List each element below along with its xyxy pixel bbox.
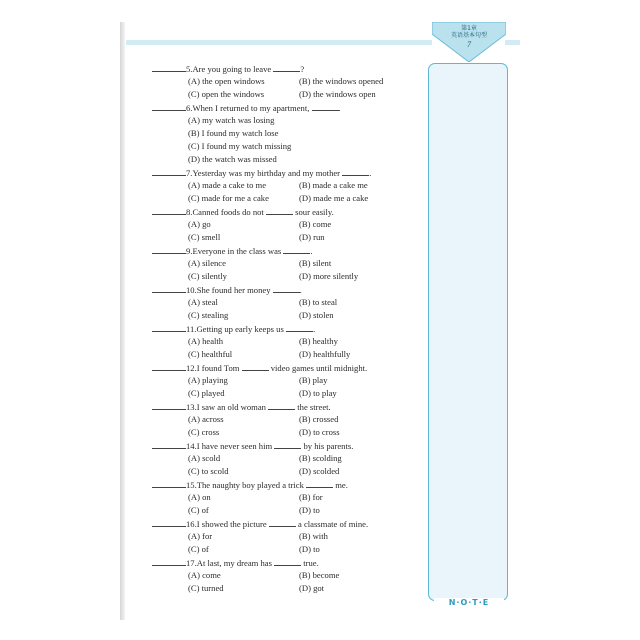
answer-option[interactable]: (D) to cross xyxy=(299,427,340,437)
inline-blank xyxy=(274,439,301,449)
question-item xyxy=(152,478,422,517)
answer-option[interactable]: (B) the windows opened xyxy=(299,76,384,86)
answer-blank[interactable] xyxy=(152,205,186,215)
question-number: 7. xyxy=(186,168,193,178)
option-row xyxy=(152,309,422,322)
answer-option[interactable]: (C) of xyxy=(188,505,209,515)
answer-option[interactable]: (D) the watch was missed xyxy=(188,154,277,164)
inline-blank xyxy=(306,478,333,488)
answer-blank[interactable] xyxy=(152,62,186,72)
answer-option[interactable]: (A) scold xyxy=(188,453,221,463)
option-row xyxy=(152,569,422,582)
answer-option[interactable]: (A) on xyxy=(188,492,211,502)
answer-option[interactable]: (B) become xyxy=(299,570,340,580)
answer-blank[interactable] xyxy=(152,361,186,371)
question-text-end: video games until midnight. xyxy=(268,363,368,373)
question-text-end: the street. xyxy=(295,402,331,412)
answer-option[interactable]: (D) healthfully xyxy=(299,349,351,359)
answer-blank[interactable] xyxy=(152,400,186,410)
question-text: Canned foods do not xyxy=(192,207,266,217)
question-stem xyxy=(152,556,422,569)
question-text: I showed the picture xyxy=(196,519,269,529)
question-text-end: a classmate of mine. xyxy=(295,519,369,529)
header-band xyxy=(126,40,432,45)
question-number: 14. xyxy=(186,441,197,451)
question-item xyxy=(152,283,422,322)
option-row xyxy=(152,192,422,205)
question-text-end: ? xyxy=(300,64,305,74)
question-number: 11. xyxy=(186,324,197,334)
answer-option[interactable]: (B) silent xyxy=(299,258,332,268)
option-row xyxy=(152,296,422,309)
answer-option[interactable]: (B) for xyxy=(299,492,323,502)
question-stem xyxy=(152,101,422,114)
answer-option[interactable]: (D) to xyxy=(299,505,320,515)
question-text-end: . xyxy=(310,246,313,256)
answer-option[interactable]: (D) got xyxy=(299,583,325,593)
option-row xyxy=(152,179,422,192)
answer-option[interactable]: (C) stealing xyxy=(188,310,229,320)
answer-option[interactable]: (B) made a cake me xyxy=(299,180,368,190)
question-number: 10. xyxy=(186,285,197,295)
answer-blank[interactable] xyxy=(152,283,186,293)
question-text: I have never seen him xyxy=(196,441,275,451)
option-row xyxy=(152,270,422,283)
question-text: The naughty boy played a trick xyxy=(196,480,307,490)
answer-option[interactable]: (A) playing xyxy=(188,375,228,385)
question-stem xyxy=(152,244,422,257)
answer-option[interactable]: (C) to scold xyxy=(188,466,229,476)
option-row xyxy=(152,335,422,348)
option-row xyxy=(152,413,422,426)
inline-blank xyxy=(268,400,295,410)
question-item xyxy=(152,62,422,101)
inline-blank xyxy=(273,283,300,293)
chapter-subtitle: 英语基本句型 xyxy=(450,32,487,39)
answer-blank[interactable] xyxy=(152,439,186,449)
answer-option[interactable]: (C) turned xyxy=(188,583,224,593)
question-stem xyxy=(152,205,422,218)
inline-blank xyxy=(342,166,372,178)
question-text: Are you going to leave xyxy=(192,64,274,74)
answer-option[interactable]: (C) of xyxy=(188,544,209,554)
option-row xyxy=(152,231,422,244)
question-number: 5. xyxy=(186,64,193,74)
answer-option[interactable]: (B) I found my watch lose xyxy=(188,128,279,138)
question-stem xyxy=(152,361,422,374)
answer-option[interactable]: (B) to steal xyxy=(299,297,338,307)
question-stem xyxy=(152,517,422,530)
question-stem xyxy=(152,166,422,179)
answer-option[interactable]: (C) smell xyxy=(188,232,221,242)
inline-blank xyxy=(283,244,313,256)
answer-blank[interactable] xyxy=(152,101,186,111)
question-stem xyxy=(152,62,422,75)
answer-option[interactable]: (A) steal xyxy=(188,297,218,307)
question-item xyxy=(152,322,422,361)
option-row xyxy=(152,530,422,543)
question-text: At last, my dream has xyxy=(196,558,275,568)
answer-option[interactable]: (A) go xyxy=(188,219,211,229)
answer-option[interactable]: (A) for xyxy=(188,531,213,541)
chapter-tab xyxy=(432,22,506,62)
option-row xyxy=(152,543,422,556)
question-item xyxy=(152,400,422,439)
answer-option[interactable]: (C) open the windows xyxy=(188,89,265,99)
question-text: I found Tom xyxy=(196,363,242,373)
answer-option[interactable]: (D) more silently xyxy=(299,271,359,281)
answer-option[interactable]: (D) run xyxy=(299,232,325,242)
option-row xyxy=(152,257,422,270)
answer-blank[interactable] xyxy=(152,556,186,566)
answer-option[interactable]: (D) stolen xyxy=(299,310,334,320)
answer-option[interactable]: (B) scolding xyxy=(299,453,342,463)
question-text-end: true. xyxy=(301,558,319,568)
inline-blank xyxy=(274,556,301,566)
question-item xyxy=(152,166,422,205)
answer-option[interactable]: (C) I found my watch missing xyxy=(188,141,292,151)
answer-option[interactable]: (B) healthy xyxy=(299,336,338,346)
question-item xyxy=(152,101,422,166)
answer-option[interactable]: (C) silently xyxy=(188,271,227,281)
chapter-tab-title xyxy=(432,25,506,39)
option-row xyxy=(152,374,422,387)
page-fold xyxy=(120,22,125,620)
option-row xyxy=(152,582,422,595)
answer-option[interactable]: (D) scolded xyxy=(299,466,340,476)
question-text: Yesterday was my birthday and my mother xyxy=(192,168,343,178)
question-text: Everyone in the class was xyxy=(192,246,284,256)
question-stem xyxy=(152,439,422,452)
option-row xyxy=(152,218,422,231)
option-row xyxy=(152,452,422,465)
question-item xyxy=(152,244,422,283)
question-number: 8. xyxy=(186,207,193,217)
question-stem xyxy=(152,283,422,296)
question-text: When I returned to my apartment, xyxy=(192,103,312,113)
inline-blank xyxy=(273,62,300,72)
question-item xyxy=(152,205,422,244)
option-row xyxy=(152,75,422,88)
question-number: 6. xyxy=(186,103,193,113)
answer-option[interactable]: (A) silence xyxy=(188,258,226,268)
question-text-end: . xyxy=(299,285,302,295)
answer-blank[interactable] xyxy=(152,166,186,176)
answer-option[interactable]: (C) made for me a cake xyxy=(188,193,269,203)
answer-blank[interactable] xyxy=(152,244,186,254)
inline-blank xyxy=(266,205,293,215)
question-number: 9. xyxy=(186,246,193,256)
option-row xyxy=(152,88,422,101)
note-label: N·O·T·E xyxy=(434,598,504,607)
inline-blank xyxy=(286,322,316,334)
question-number: 13. xyxy=(186,402,197,412)
answer-option[interactable]: (A) come xyxy=(188,570,221,580)
answer-option[interactable]: (B) with xyxy=(299,531,328,541)
question-text-end: sour easily. xyxy=(292,207,334,217)
header-band-right xyxy=(505,40,520,45)
option-row xyxy=(152,348,422,361)
answer-option[interactable]: (C) cross xyxy=(188,427,220,437)
answer-option[interactable]: (B) play xyxy=(299,375,328,385)
answer-option[interactable]: (B) crossed xyxy=(299,414,339,424)
inline-blank xyxy=(242,361,269,371)
question-text-end: . xyxy=(369,168,372,178)
question-item xyxy=(152,556,422,595)
answer-option[interactable]: (C) healthful xyxy=(188,349,233,359)
chapter-label: 第1章 xyxy=(461,25,477,32)
question-text-end: . xyxy=(312,324,316,334)
question-text: Getting up early keeps us xyxy=(196,324,286,334)
notes-panel xyxy=(428,63,508,601)
answer-blank[interactable] xyxy=(152,517,186,527)
question-stem xyxy=(152,478,422,491)
inline-blank xyxy=(269,517,296,527)
question-item xyxy=(152,361,422,400)
question-text-end: me. xyxy=(333,480,348,490)
answer-option[interactable]: (D) the windows open xyxy=(299,89,376,99)
question-text: She found her money xyxy=(196,285,273,295)
page-number: 7 xyxy=(467,40,471,49)
answer-blank[interactable] xyxy=(152,478,186,488)
option-row xyxy=(152,504,422,517)
inline-blank xyxy=(312,101,339,111)
answer-blank[interactable] xyxy=(152,322,186,332)
question-item xyxy=(152,517,422,556)
question-stem xyxy=(152,322,422,335)
question-number: 16. xyxy=(186,519,197,529)
answer-option[interactable]: (D) to play xyxy=(299,388,337,398)
answer-option[interactable]: (A) across xyxy=(188,414,224,424)
question-text-end: . xyxy=(338,103,341,113)
answer-option[interactable]: (D) to xyxy=(299,544,320,554)
question-item xyxy=(152,439,422,478)
question-number: 17. xyxy=(186,558,197,568)
question-stem xyxy=(152,400,422,413)
answer-option[interactable]: (A) my watch was losing xyxy=(188,115,275,125)
answer-option[interactable]: (C) played xyxy=(188,388,225,398)
question-number: 15. xyxy=(186,480,197,490)
answer-option[interactable]: (A) health xyxy=(188,336,224,346)
option-row xyxy=(152,387,422,400)
question-text: I saw an old woman xyxy=(196,402,269,412)
option-row xyxy=(152,426,422,439)
answer-option[interactable]: (A) the open windows xyxy=(188,76,265,86)
answer-option[interactable]: (B) come xyxy=(299,219,332,229)
option-row xyxy=(152,465,422,478)
question-text-end: by his parents. xyxy=(301,441,354,451)
answer-option[interactable]: (A) made a cake to me xyxy=(188,180,267,190)
question-number: 12. xyxy=(186,363,197,373)
answer-option[interactable]: (D) made me a cake xyxy=(299,193,369,203)
option-row xyxy=(152,491,422,504)
